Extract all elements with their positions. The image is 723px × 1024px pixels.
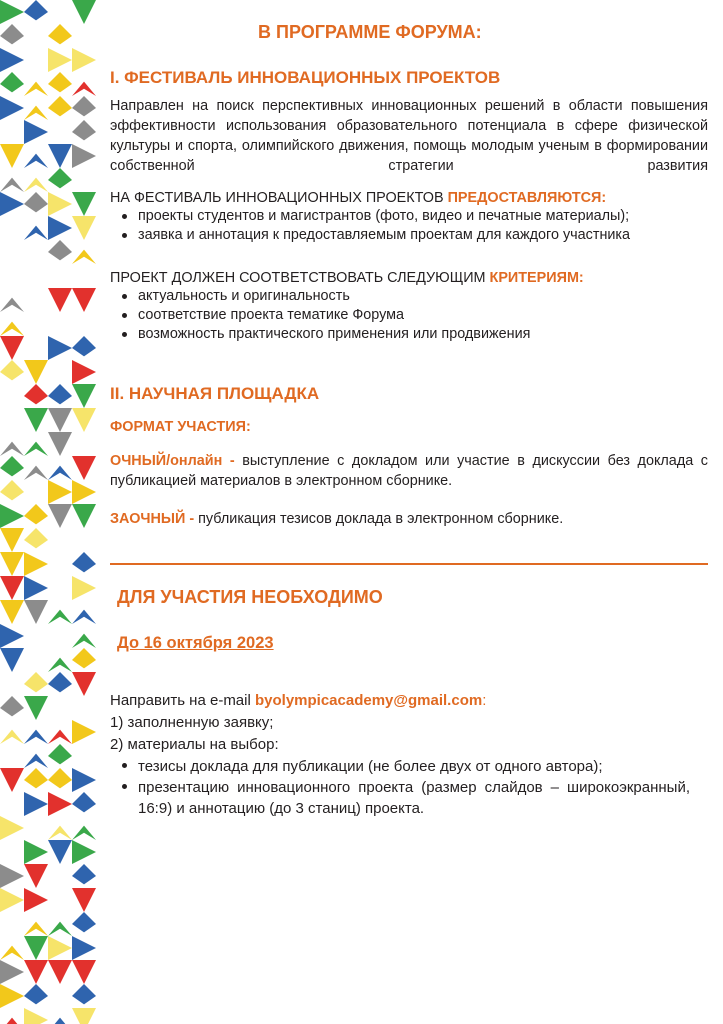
ornament-shape <box>72 720 96 744</box>
ornament-shape <box>48 922 72 936</box>
ornament-shape <box>48 96 72 116</box>
ornament-shape <box>72 0 96 24</box>
ornament-shape <box>72 336 96 356</box>
ornament-shape <box>24 466 48 480</box>
ornament-shape <box>24 864 48 888</box>
ornament-shape <box>0 864 24 888</box>
ornament-shape <box>72 984 96 1004</box>
ornament-shape <box>24 552 48 576</box>
provided-highlight: ПРЕДОСТАВЛЯЮТСЯ: <box>447 190 607 206</box>
ornament-shape <box>72 826 96 840</box>
ornament-shape <box>72 552 96 572</box>
list-item: возможность практического применения или продвижения <box>110 325 708 344</box>
ornament-shape <box>0 336 24 360</box>
ornament-shape <box>48 288 72 312</box>
ornament-shape <box>0 456 24 476</box>
ornament-shape <box>0 96 24 120</box>
ornament-shape <box>48 144 72 168</box>
ornament-shape <box>48 1018 72 1024</box>
ornament-shape <box>24 672 48 692</box>
ornament-shape <box>72 192 96 216</box>
ornament-shape <box>48 240 72 260</box>
ornament-shape <box>24 576 48 600</box>
ornament-shape <box>0 144 24 168</box>
program-title: В ПРОГРАММЕ ФОРУМА: <box>258 22 482 42</box>
ornament-shape <box>48 672 72 692</box>
correspondence-text: публикация тезисов доклада в электронном сборнике. <box>198 511 564 527</box>
ornament-shape <box>72 888 96 912</box>
ornament-shape <box>48 610 72 624</box>
ornament-shape <box>0 730 24 744</box>
ornament-shape <box>72 912 96 932</box>
ornament-shape <box>0 946 24 960</box>
email-link[interactable]: byolympicacademy@gmail.com <box>254 692 483 709</box>
ornament-shape <box>48 792 72 816</box>
ornament-shape <box>24 922 48 936</box>
ornament-shape <box>72 1008 96 1024</box>
criteria-heading <box>110 268 584 288</box>
send-lead: Направить на e-mail <box>110 692 255 709</box>
list-item: соответствие проекта тематике Форума <box>110 306 708 325</box>
step-1: 1) заполненную заявку; <box>110 714 274 731</box>
ornament-shape <box>72 792 96 812</box>
correspondence-label: ЗАОЧНЫЙ - <box>110 511 199 527</box>
ornament-shape <box>72 250 96 264</box>
ornament-shape <box>72 408 96 432</box>
ornament-shape <box>24 408 48 432</box>
ornament-shape <box>0 768 24 792</box>
ornament-shape <box>0 816 24 840</box>
ornament-shape <box>48 72 72 92</box>
step-2: 2) материалы на выбор: <box>110 736 279 753</box>
ornament-shape <box>24 192 48 212</box>
ornament-shape <box>72 360 96 384</box>
ornament-shape <box>72 288 96 312</box>
ornament-shape <box>72 384 96 408</box>
ornament-shape <box>0 528 24 552</box>
ornament-shape <box>48 168 72 188</box>
ornament-shape <box>48 480 72 504</box>
ornament-shape <box>72 82 96 96</box>
ornament-shape <box>24 178 48 192</box>
ornament-shape <box>72 648 96 668</box>
ornament-shape <box>24 0 48 20</box>
ornament-shape <box>0 576 24 600</box>
section1-description <box>110 96 708 176</box>
ornament-shape <box>0 504 24 528</box>
fulltime-paragraph <box>110 451 708 491</box>
ornament-shape <box>72 576 96 600</box>
ornament-shape <box>24 226 48 240</box>
ornament-shape <box>24 754 48 768</box>
ornament-shape <box>72 456 96 480</box>
ornament-shape <box>24 82 48 96</box>
ornament-shape <box>0 552 24 576</box>
ornament-shape <box>0 360 24 380</box>
list-item: презентацию инновационного проекта (размер слайдов – широкоэкранный, 16:9) и аннотацию (до 3 станиц) проекта. <box>110 777 690 819</box>
ornament-shape <box>24 696 48 720</box>
deadline: До 16 октября 2023 <box>117 634 274 652</box>
ornament-shape <box>72 768 96 792</box>
ornament-shape <box>24 384 48 404</box>
fulltime-text: выступление с докладом или участие в дискуссии без доклада с публикацией материалов в электронном сборнике. <box>110 453 708 489</box>
ornament-shape <box>72 936 96 960</box>
ornament-shape <box>24 600 48 624</box>
ornament-shape <box>0 600 24 624</box>
ornament-shape <box>24 442 48 456</box>
ornament-shape <box>0 442 24 456</box>
ornament-shape <box>24 768 48 788</box>
ornament-shape <box>24 154 48 168</box>
list-item: актуальность и оригинальность <box>110 287 708 306</box>
ornament-shape <box>48 504 72 528</box>
ornament-shape <box>48 48 72 72</box>
format-title: ФОРМАТ УЧАСТИЯ: <box>110 419 251 435</box>
ornament-shape <box>48 936 72 960</box>
section2-title: II. НАУЧНАЯ ПЛОЩАДКА <box>110 384 320 403</box>
ornament-shape <box>48 730 72 744</box>
ornament-shape <box>48 408 72 432</box>
ornament-shape <box>24 888 48 912</box>
ornament-shape <box>48 658 72 672</box>
criteria-highlight: КРИТЕРИЯМ: <box>489 270 584 286</box>
ornament-shape <box>24 120 48 144</box>
ornament-shape <box>48 960 72 984</box>
ornament-shape <box>24 1008 48 1024</box>
section1-title: I. ФЕСТИВАЛЬ ИННОВАЦИОННЫХ ПРОЕКТОВ <box>110 68 501 87</box>
ornament-shape <box>48 768 72 788</box>
ornament-shape <box>48 24 72 44</box>
participation-title: ДЛЯ УЧАСТИЯ НЕОБХОДИМО <box>117 587 383 607</box>
ornament-shape <box>0 0 24 24</box>
provided-heading <box>110 188 606 208</box>
criteria-lead: ПРОЕКТ ДОЛЖЕН СООТВЕТСТВОВАТЬ СЛЕДУЮЩИМ <box>110 270 490 286</box>
ornament-shape <box>72 672 96 696</box>
ornament-shape <box>24 792 48 816</box>
ornament-shape <box>0 1018 24 1024</box>
ornament-shape <box>72 144 96 168</box>
ornament-shape <box>0 24 24 44</box>
ornament-shape <box>24 106 48 120</box>
ornament-shape <box>72 634 96 648</box>
section1-description-text: Направлен на поиск перспективных инновационных решений в области повышения эффективности использования образовательного потенциала в сфере физической культуры и спорта, олимпийского движения, помощь молодым ученым в формировании собственной стратегии развития <box>110 98 708 174</box>
ornament-shape <box>24 936 48 960</box>
ornament-shape <box>0 298 24 312</box>
ornament-shape <box>72 864 96 884</box>
ornament-shape <box>72 610 96 624</box>
ornament-shape <box>24 730 48 744</box>
ornament-shape <box>24 360 48 384</box>
ornament-shape <box>0 48 24 72</box>
ornament-shape <box>72 48 96 72</box>
ornament-shape <box>24 504 48 524</box>
ornament-shape <box>0 888 24 912</box>
ornament-shape <box>48 216 72 240</box>
ornament-shape <box>48 744 72 764</box>
list-item: тезисы доклада для публикации (не более двух от одного автора); <box>110 756 690 777</box>
materials-list <box>110 756 690 819</box>
ornament-shape <box>0 696 24 716</box>
provided-lead: НА ФЕСТИВАЛЬ ИННОВАЦИОННЫХ ПРОЕКТОВ <box>110 190 448 206</box>
list-item: проекты студентов и магистрантов (фото, видео и печатные материалы); <box>110 207 710 226</box>
provided-list <box>110 207 710 245</box>
ornament-shape <box>0 72 24 92</box>
send-line <box>110 691 486 711</box>
fulltime-label: ОЧНЫЙ/онлайн - <box>110 453 235 469</box>
ornament-shape <box>48 840 72 864</box>
ornament-shape <box>48 336 72 360</box>
ornament-shape <box>0 648 24 672</box>
ornament-shape <box>48 826 72 840</box>
ornament-shape <box>0 178 24 192</box>
ornament-shape <box>48 466 72 480</box>
ornament-shape <box>24 840 48 864</box>
decorative-ornament-strip <box>0 0 98 1024</box>
ornament-shape <box>72 480 96 504</box>
ornament-shape <box>24 528 48 548</box>
ornament-shape <box>0 984 24 1008</box>
ornament-shape <box>72 504 96 528</box>
ornament-shape <box>0 624 24 648</box>
send-colon: : <box>482 692 487 709</box>
ornament-shape <box>24 960 48 984</box>
ornament-shape <box>0 192 24 216</box>
ornament-shape <box>0 480 24 500</box>
criteria-list <box>110 287 708 344</box>
ornament-shape <box>48 192 72 216</box>
list-item: заявка и аннотация к предоставляемым проектам для каждого участника <box>110 226 710 245</box>
ornament-shape <box>72 216 96 240</box>
ornament-shape <box>0 322 24 336</box>
ornament-shape <box>24 984 48 1004</box>
ornament-shape <box>48 384 72 404</box>
ornament-shape <box>72 96 96 116</box>
correspondence-paragraph <box>110 509 563 529</box>
ornament-shape <box>72 840 96 864</box>
ornament-shape <box>0 960 24 984</box>
section-divider <box>110 563 708 565</box>
ornament-shape <box>72 120 96 140</box>
ornament-shape <box>48 432 72 456</box>
ornament-shape <box>72 960 96 984</box>
